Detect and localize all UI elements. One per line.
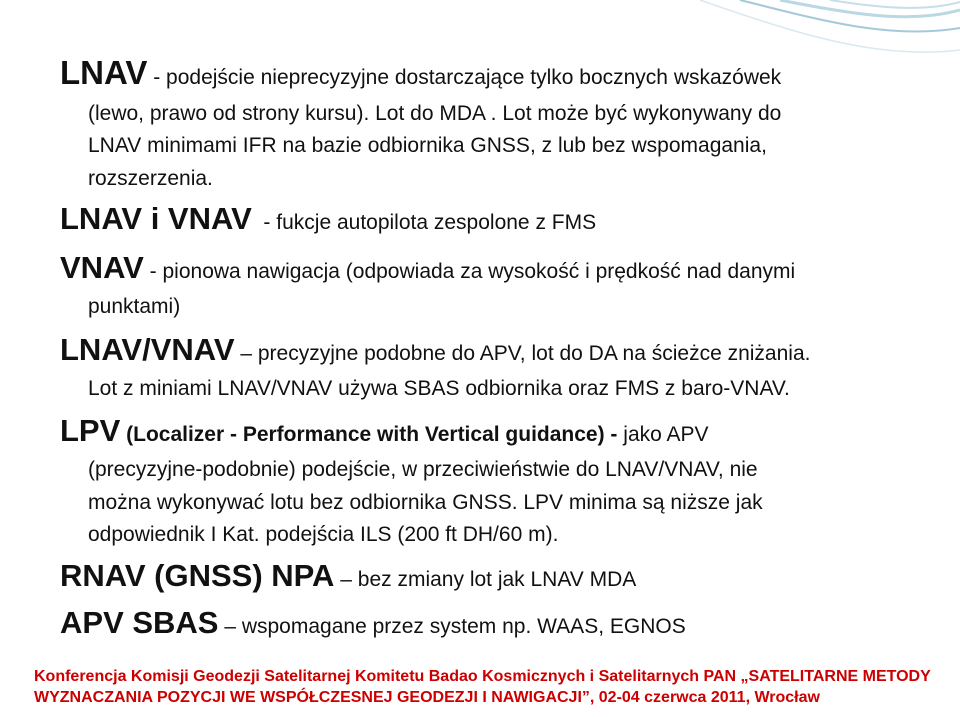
slide-content [60,48,900,646]
lnav-slash-vnav-continuation [60,373,900,406]
lpv-line: można wykonywać lotu bez odbiornika GNSS. LPV minima są niższe jak [88,490,763,514]
vnav-term: VNAV [60,250,144,286]
lnav-line: (lewo, prawo od strony kursu). Lot do MDA . Lot może być wykonywany do [88,101,782,125]
lnav-slash-vnav-term: LNAV/VNAV [60,331,235,367]
rnav-entry [60,554,900,599]
rnav-term: RNAV (GNSS) NPA [60,557,335,593]
lpv-desc: jako APV [617,423,709,447]
apv-desc: – wspomagane przez system np. WAAS, EGNOS [218,614,686,638]
lnav-continuation [60,98,900,196]
lnav-vnav-entry [60,197,900,242]
lnav-line: LNAV minimami IFR na bazie odbiornika GNSS, z lub bez wspomagania, [88,134,767,158]
lnav-term: LNAV [60,54,148,91]
lpv-line: odpowiednik I Kat. podejścia ILS (200 ft DH/60 m). [88,523,559,547]
apv-entry [60,601,900,646]
vnav-entry [60,246,900,291]
vnav-continuation [60,291,900,324]
lnav-slash-vnav-entry [60,328,900,373]
lpv-term: LPV [60,413,121,449]
lpv-bold-desc: (Localizer - Performance with Vertical guidance) - [120,423,618,447]
vnav-desc: - pionowa nawigacja (odpowiada za wysokość i prędkość nad danymi [143,260,796,284]
lpv-line: (precyzyjne-podobnie) podejście, w przeciwieństwie do LNAV/VNAV, nie [88,457,758,481]
lnav-desc: - podejście nieprecyzyjne dostarczające tylko bocznych wskazówek [147,66,782,89]
rnav-desc: – bez zmiany lot jak LNAV MDA [334,567,637,591]
vnav-line: punktami) [88,295,181,319]
apv-term: APV SBAS [60,604,219,640]
lpv-entry [60,409,900,454]
lnav-line: rozszerzenia. [88,166,213,190]
lnav-slash-vnav-line: Lot z miniami LNAV/VNAV używa SBAS odbiornika oraz FMS z baro-VNAV. [88,376,790,400]
lnav-entry [60,48,900,98]
conference-footer [34,667,934,709]
footer-line: WYZNACZANIA POZYCJI WE WSPÓŁCZESNEJ GEODEZJI I NAWIGACJI”, 02-04 czerwca 2011, Wrocław [34,689,820,707]
lnav-vnav-term: LNAV i VNAV [60,201,252,237]
lpv-continuation [60,454,900,552]
lnav-vnav-desc: - fukcje autopilota zespolone z FMS [251,211,597,235]
lnav-slash-vnav-desc: – precyzyjne podobne do APV, lot do DA na ścieżce zniżania. [234,341,811,365]
footer-line: Konferencja Komisji Geodezji Satelitarnej Komitetu Badao Kosmicznych i Satelitarnych PAN „SATELITARNE METODY [34,668,931,686]
